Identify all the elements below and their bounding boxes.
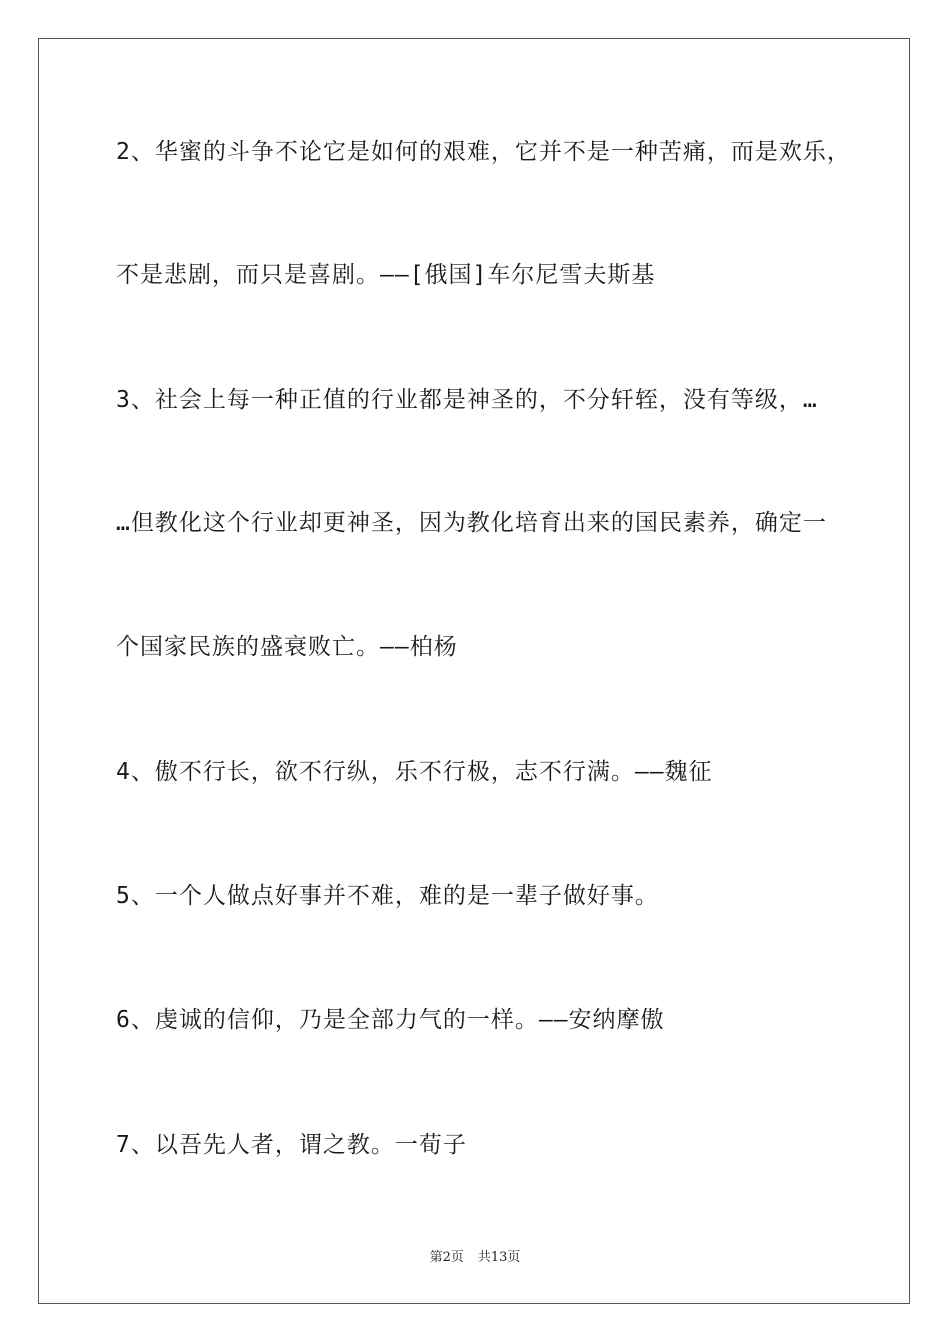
- text-line-7: 5、一个人做点好事并不难，难的是一辈子做好事。: [116, 883, 659, 909]
- total-pages: 共13页: [477, 1250, 521, 1265]
- text-line-1: 2、华蜜的斗争不论它是如何的艰难，它并不是一种苦痛，而是欢乐，: [116, 139, 851, 165]
- text-line-5: 个国家民族的盛衰败亡。——柏杨: [116, 634, 458, 660]
- text-line-3: 3、社会上每一种正值的行业都是神圣的，不分轩轾，没有等级，…: [116, 387, 818, 413]
- text-line-8: 6、虔诚的信仰，乃是全部力气的一样。——安纳摩傲: [116, 1007, 665, 1033]
- text-line-2: 不是悲剧，而只是喜剧。——[俄国]车尔尼雪夫斯基: [116, 262, 656, 288]
- page-footer: [0, 1246, 950, 1265]
- text-line-6: 4、傲不行长，欲不行纵，乐不行极，志不行满。——魏征: [116, 759, 713, 785]
- page-number: 第2页: [429, 1250, 464, 1265]
- text-line-4: …但教化这个行业却更神圣，因为教化培育出来的国民素养，确定一: [116, 510, 827, 536]
- page-frame: [38, 38, 910, 1304]
- text-line-9: 7、以吾先人者，谓之教。一荀子: [116, 1132, 467, 1158]
